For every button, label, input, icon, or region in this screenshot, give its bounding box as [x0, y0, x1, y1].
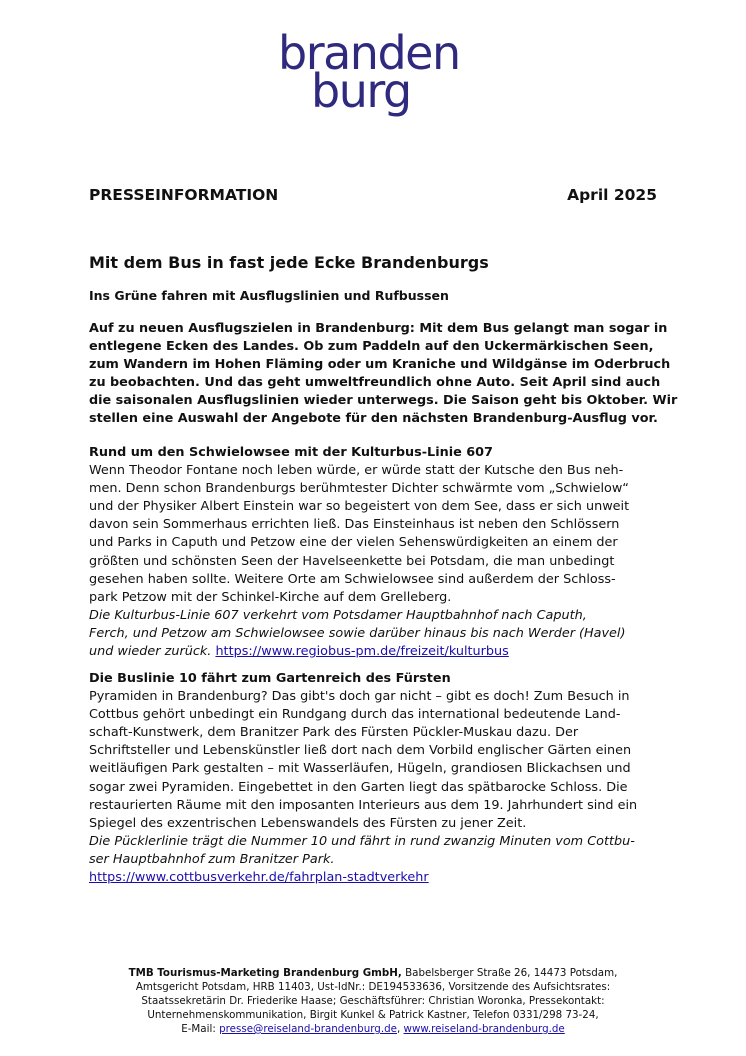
body-line: sogar zwei Pyramiden. Eingebettet in den Garten liegt das spätbarocke Schloss. Die [89, 779, 628, 795]
footer-line: Staatssekretärin Dr. Friederike Haase; Geschäftsführer: Christian Woronka, Pressekontakt: [141, 995, 605, 1007]
logo-line-1: branden [278, 26, 460, 80]
section-heading: Rund um den Schwielowsee mit der Kulturbus-Linie 607 [89, 445, 493, 460]
footer-company: TMB Tourismus-Marketing Brandenburg GmbH, [128, 967, 402, 979]
footer-line: Amtsgericht Potsdam, HRB 11403, Ust-IdNr.: DE194533636, Vorsitzende des Aufsichtsrates: [135, 981, 611, 993]
italic-line: Die Kulturbus-Linie 607 verkehrt vom Potsdamer Hauptbahnhof nach Caputh, [89, 607, 587, 623]
lead-line: stellen eine Auswahl der Angebote für den nächsten Brandenburg-Ausflug vor. [89, 411, 658, 426]
body-line: park Petzow mit der Schinkel-Kirche auf dem Grelleberg. [89, 589, 452, 605]
footer-line: Unternehmenskommunikation, Birgit Kunkel & Patrick Kastner, Telefon 0331/298 73-24, [147, 1009, 599, 1021]
lead-paragraph [89, 320, 678, 428]
body-line: Pyramiden in Brandenburg? Das gibt's doch gar nicht – gibt es doch! Zum Besuch in [89, 689, 630, 705]
page-subtitle: Ins Grüne fahren mit Ausflugslinien und Rufbussen [89, 288, 449, 303]
page-title: Mit dem Bus in fast jede Ecke Brandenburgs [89, 253, 489, 272]
footer-address: Babelsberger Straße 26, 14473 Potsdam, [401, 967, 618, 979]
footer-website-link[interactable]: www.reiseland-brandenburg.de [403, 1023, 565, 1035]
brandenburg-logo [278, 26, 468, 118]
lead-line: zum Wandern im Hohen Fläming oder um Kraniche und Wildgänse im Oderbruch [89, 357, 671, 372]
body-line: Schriftsteller und Lebenskünstler ließ dort nach dem Vorbild englischer Gärten einen [89, 743, 632, 759]
body-line: davon sein Sommerhaus errichten ließ. Das Einsteinhaus ist neben den Schlössern [89, 517, 620, 533]
footer-imprint [80, 966, 666, 1036]
footer-email-label: E-Mail: [181, 1023, 220, 1035]
italic-line: Ferch, und Petzow am Schwielowsee sowie darüber hinaus bis nach Werder (Havel) [89, 625, 626, 641]
footer-email-link[interactable]: presse@reiseland-brandenburg.de [219, 1023, 397, 1035]
body-line: Cottbus gehört unbedingt ein Rundgang durch das international bedeutende Land- [89, 707, 621, 723]
body-line: gesehen haben sollte. Weitere Orte am Schwielowsee sind außerdem der Schloss- [89, 571, 616, 587]
lead-line: zu beobachten. Und das geht umweltfreundlich ohne Auto. Seit April sind auch [89, 375, 661, 390]
document-header [89, 186, 657, 206]
footer-separator: , [396, 1023, 404, 1035]
body-line: Wenn Theodor Fontane noch leben würde, er würde statt der Kutsche den Bus neh- [89, 463, 624, 479]
cottbusverkehr-link[interactable]: https://www.cottbusverkehr.de/fahrplan-stadtverkehr [89, 870, 429, 886]
lead-line: Auf zu neuen Ausflugszielen in Brandenburg: Mit dem Bus gelangt man sogar in [89, 321, 668, 336]
body-line: restaurierten Räume mit den imposanten Interieurs aus dem 19. Jahrhundert sind ein [89, 797, 638, 813]
body-line: größten und schönsten Seen der Havelseenkette bei Potsdam, die man unbedingt [89, 553, 615, 569]
body-line: und der Physiker Albert Einstein war so begeistert von dem See, dass er sich unweit [89, 499, 630, 515]
body-line: men. Denn schon Brandenburgs berühmtester Dichter schwärmte vom „Schwielow“ [89, 481, 629, 497]
press-date: April 2025 [567, 186, 657, 204]
section-heading: Die Buslinie 10 fährt zum Gartenreich des Fürsten [89, 671, 451, 686]
lead-line: die saisonalen Ausflugslinien wieder unterwegs. Die Saison geht bis Oktober. Wir [89, 393, 678, 408]
section-kulturbus [89, 444, 664, 661]
logo-line-2: burg [311, 64, 411, 118]
italic-line: und wieder zurück. [89, 644, 212, 660]
section-pueckler [89, 670, 664, 887]
italic-line: Die Pücklerlinie trägt die Nummer 10 und fährt in rund zwanzig Minuten vom Cottbu- [89, 833, 635, 849]
body-line: schaft-Kunstwerk, dem Branitzer Park des Fürsten Pückler-Muskau dazu. Der [89, 725, 579, 741]
press-label: PRESSEINFORMATION [89, 186, 279, 204]
body-line: weitläufigen Park gestalten – mit Wasserläufen, Hügeln, grandiosen Blickachsen und [89, 761, 631, 777]
kulturbus-link[interactable]: https://www.regiobus-pm.de/freizeit/kulturbus [215, 644, 509, 660]
body-line: und Parks in Caputh und Petzow eine der vielen Sehenswürdigkeiten an einem der [89, 535, 618, 551]
body-line: Spiegel des exzentrischen Lebenswandels des Fürsten zu jener Zeit. [89, 815, 527, 831]
lead-line: entlegene Ecken des Landes. Ob zum Paddeln auf den Uckermärkischen Seen, [89, 339, 654, 354]
italic-line: ser Hauptbahnhof zum Branitzer Park. [89, 851, 335, 867]
